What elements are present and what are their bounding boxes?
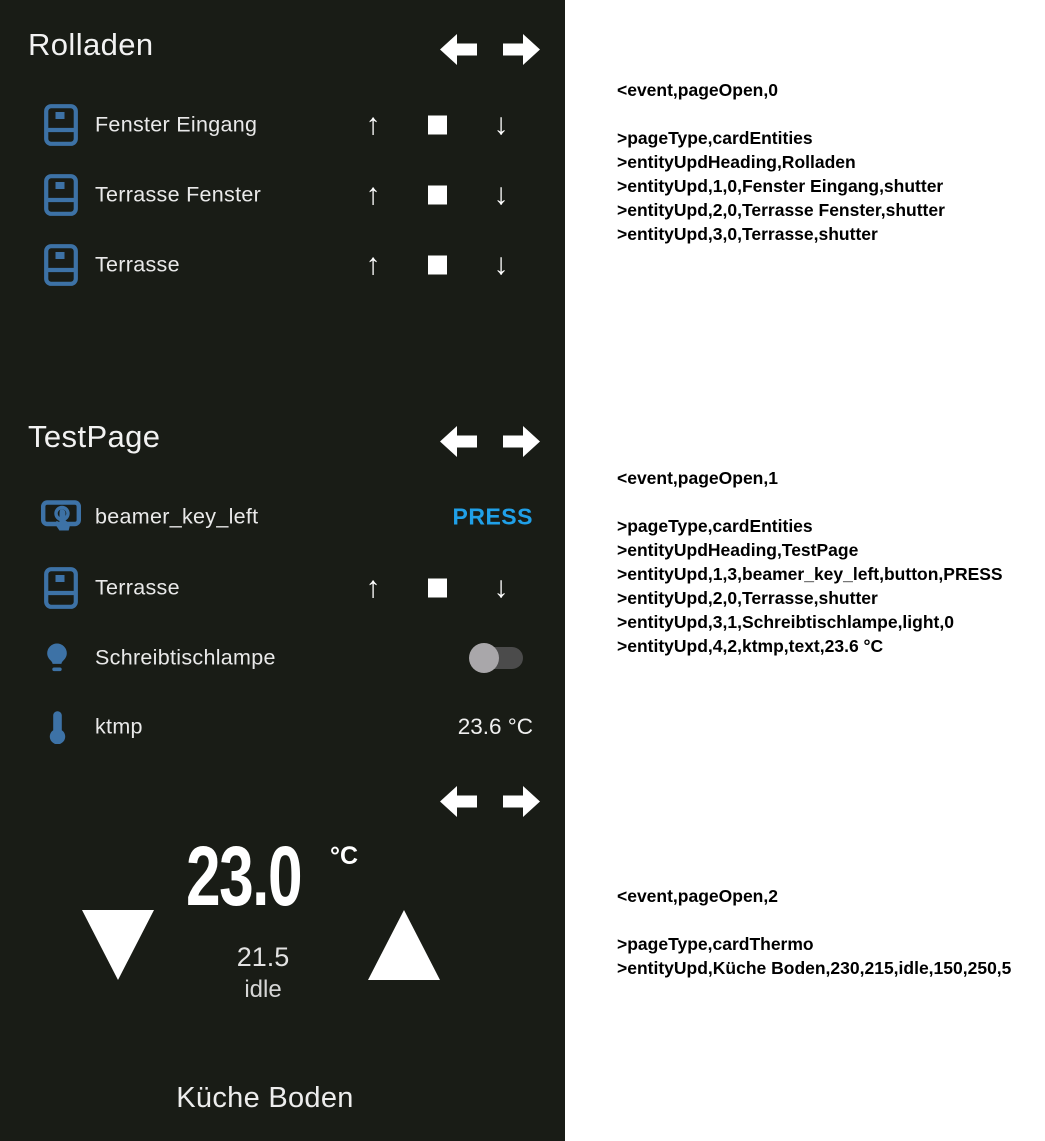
thermometer-icon: [49, 710, 66, 749]
entity-label: Terrasse: [95, 575, 180, 600]
log-block-page1: [617, 466, 1037, 658]
press-button[interactable]: PRESS: [452, 503, 533, 530]
log-block-page0: [617, 78, 1037, 246]
page-nav: [440, 786, 540, 817]
log-event-line: <event,pageOpen,2: [617, 886, 778, 906]
page-nav: [440, 426, 540, 457]
stop-square-icon: [428, 256, 447, 275]
temperature-unit: °C: [330, 842, 359, 870]
temp-down-button[interactable]: [82, 910, 154, 980]
page-title: Rolladen: [28, 27, 154, 62]
log-line: >entityUpd,Küche Boden,230,215,idle,150,250,5: [617, 958, 1012, 978]
shutter-up-button[interactable]: ↑: [365, 248, 381, 281]
window-shutter-icon: [44, 567, 78, 614]
log-line: >entityUpd,4,2,ktmp,text,23.6 °C: [617, 636, 884, 656]
page-title: TestPage: [28, 419, 161, 454]
temp-up-button[interactable]: [368, 910, 440, 980]
entity-row: [0, 637, 565, 679]
entity-row: [0, 706, 565, 748]
log-line: >pageType,cardThermo: [617, 934, 814, 954]
nav-left-arrow-icon[interactable]: [440, 786, 477, 817]
entity-label: Schreibtischlampe: [95, 645, 276, 670]
window-shutter-icon: [44, 244, 78, 291]
toggle-knob: [469, 643, 499, 673]
shutter-stop-button[interactable]: [428, 579, 447, 598]
entity-row: [0, 496, 565, 538]
entity-row: [0, 567, 565, 609]
gesture-tap-button-icon: [40, 497, 82, 542]
entity-label: Terrasse Fenster: [95, 182, 262, 207]
shutter-up-button[interactable]: ↑: [365, 178, 381, 211]
stop-square-icon: [428, 186, 447, 205]
light-toggle-switch[interactable]: [471, 647, 523, 669]
entity-label: Terrasse: [95, 252, 180, 277]
lightbulb-icon: [44, 642, 70, 679]
shutter-down-button[interactable]: ↓: [493, 178, 509, 211]
log-line: >entityUpd,1,0,Fenster Eingang,shutter: [617, 176, 944, 196]
nav-right-arrow-icon[interactable]: [503, 34, 540, 65]
entity-label: beamer_key_left: [95, 504, 259, 529]
log-line: >pageType,cardEntities: [617, 516, 813, 536]
entity-label: ktmp: [95, 714, 143, 739]
log-line: >entityUpd,3,0,Terrasse,shutter: [617, 224, 878, 244]
stop-square-icon: [428, 116, 447, 135]
shutter-up-button[interactable]: ↑: [365, 108, 381, 141]
shutter-down-button[interactable]: ↓: [493, 571, 509, 604]
shutter-stop-button[interactable]: [428, 116, 447, 135]
stop-square-icon: [428, 579, 447, 598]
entity-row: [0, 244, 565, 286]
nav-right-arrow-icon[interactable]: [503, 786, 540, 817]
log-line: >entityUpd,1,3,beamer_key_left,button,PRESS: [617, 564, 1003, 584]
entity-label: Fenster Eingang: [95, 112, 258, 137]
window-shutter-icon: [44, 104, 78, 151]
nav-left-arrow-icon[interactable]: [440, 34, 477, 65]
log-line: >entityUpd,2,0,Terrasse,shutter: [617, 588, 878, 608]
entity-row: [0, 174, 565, 216]
hvac-state: idle: [244, 976, 282, 1003]
log-line: >entityUpd,3,1,Schreibtischlampe,light,0: [617, 612, 954, 632]
setpoint-temperature: 21.5: [236, 942, 290, 972]
shutter-down-button[interactable]: ↓: [493, 248, 509, 281]
shutter-down-button[interactable]: ↓: [493, 108, 509, 141]
page-nav: [440, 34, 540, 65]
log-line: >entityUpdHeading,Rolladen: [617, 152, 856, 172]
shutter-stop-button[interactable]: [428, 186, 447, 205]
shutter-up-button[interactable]: ↑: [365, 571, 381, 604]
nav-left-arrow-icon[interactable]: [440, 426, 477, 457]
window-shutter-icon: [44, 174, 78, 221]
log-line: >entityUpd,2,0,Terrasse Fenster,shutter: [617, 200, 945, 220]
log-event-line: <event,pageOpen,1: [617, 468, 778, 488]
thermostat-title: Küche Boden: [176, 1082, 354, 1114]
sensor-value: 23.6 °C: [457, 714, 533, 739]
log-block-page2: [617, 884, 1037, 980]
log-line: >pageType,cardEntities: [617, 128, 813, 148]
log-event-line: <event,pageOpen,0: [617, 80, 778, 100]
current-temperature: 23.0: [186, 829, 302, 923]
shutter-stop-button[interactable]: [428, 256, 447, 275]
nav-right-arrow-icon[interactable]: [503, 426, 540, 457]
log-line: >entityUpdHeading,TestPage: [617, 540, 859, 560]
entity-row: [0, 104, 565, 146]
